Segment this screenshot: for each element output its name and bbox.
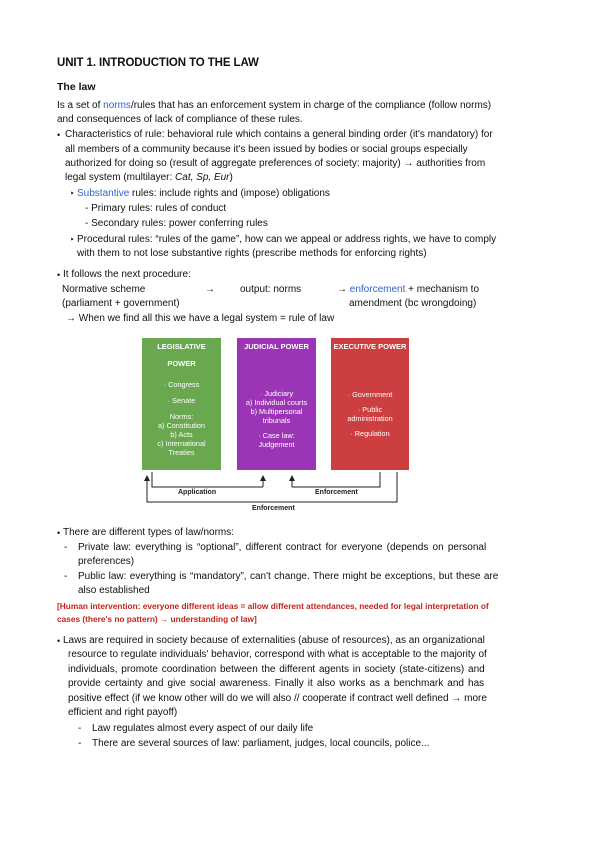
box-line: b) Acts [170,430,193,439]
characteristics-line-3: authorized for doing so (result of aggregate preferences of society: majority) → authorities from [65,158,486,169]
bullet-icon: • [57,130,61,140]
procedural-line-2: with them to not lose substantive rights (prescribe methods for enforcing rights) [77,248,427,259]
substantive-keyword: Substantive [77,188,130,199]
box-line: · Regulation [350,429,390,438]
section-heading: The law [57,81,96,93]
dash: - [64,571,68,582]
note-line-2: cases (there's no pattern) → understanding of law] [57,614,257,624]
public-law-line-1: Public law: everything is “mandatory”, can't change. There might be exceptions, but these are [78,571,499,582]
public-law-line-2: also established [78,585,150,596]
parliament-government: (parliament + government) [62,298,180,309]
bullet-icon: • [57,270,61,280]
box-line: tribunals [262,416,291,425]
output-norms: output: norms [240,284,302,295]
executive-power-header: EXECUTIVE POWER [333,342,407,351]
intro-line-1: Is a set of norms/rules that has an enforcement system in charge of the compliance (follow norms) [57,100,492,111]
enforcement-arrow [292,472,380,487]
types-heading: There are different types of law/norms: [63,527,235,538]
procedure-conclusion: → When we find all this we have a legal system = rule of law [66,313,335,324]
judicial-power-header: JUDICIAL POWER [244,342,309,351]
laws-sub-1: Law regulates almost every aspect of our daily life [92,723,314,734]
box-line: Treaties [168,448,195,457]
normative-scheme: Normative scheme [62,284,146,295]
dash: - [64,542,68,553]
page-title: UNIT 1. INTRODUCTION TO THE LAW [57,57,259,69]
laws-line-6: efficient and right payoff) [68,707,178,718]
laws-line-2: resource to regulate individuals' behavior, correspond with what is acceptable to the majority of [68,649,487,660]
box-line: · Government [347,390,393,399]
procedure-heading: It follows the next procedure: [63,269,191,280]
amendment: amendment (bc wrongdoing) [349,298,477,309]
legislative-power-header: LEGISLATIVE POWER [157,342,206,368]
box-line: a) Constitution [157,421,206,430]
laws-line-1: Laws are required in society because of externalities (abuse of resources), as an organizational [63,635,485,646]
private-law-line-2: preferences) [78,556,135,567]
characteristics-line-4: legal system (multilayer: Cat, Sp, Eur) [65,172,233,183]
box-line: administration [347,414,393,423]
enforcement-line: → enforcement + mechanism to [337,284,480,295]
characteristics-line-1: Characteristics of rule: behavioral rule which contains a general binding order (it's mandatory) for [65,129,493,140]
private-law-line-1: Private law: everything is “optional”, different contract for everyone (depends on personal [78,542,487,553]
small-bullet-icon: ‣ [70,235,75,244]
note-line-1: [Human intervention: everyone different ideas = allow different attendances, needed for legal interpretation of [57,601,489,611]
laws-sub-2: There are several sources of law: parliament, judges, local councils, police... [92,738,430,749]
enforcement-bottom-label: Enforcement [252,505,295,512]
arrow-1: → [205,284,215,295]
characteristics-line-2: all members of a community because it's been issued by bodies or social groups especially [65,144,468,155]
laws-line-5: positive effect (if we know other will do we will also // cooperate if contract well defined → more [68,693,487,704]
laws-line-4: provide certainty and give social awareness. Finally it also works as a benchmark and has [68,678,485,689]
box-line: Norms: [169,412,194,421]
box-line: Judgement [258,440,295,449]
application-arrow [152,472,263,487]
box-line: · Senate [167,396,196,405]
substantive-line: Substantive rules: include rights and (impose) obligations [77,188,330,199]
enforcement-keyword: enforcement [349,284,406,295]
box-line: a) Individual courts [245,398,308,407]
application-label: Application [178,489,217,496]
enforcement-label: Enforcement [315,489,358,496]
box-line: · Congress [163,380,200,389]
primary-rules: - Primary rules: rules of conduct [85,203,227,214]
norms-keyword: norms [103,100,131,111]
bullet-icon: • [57,636,61,646]
box-line: · Public [357,405,383,414]
procedural-line-1: Procedural rules: “rules of the game”, how can we appeal or address rights, we have to comply [77,234,497,245]
laws-line-3: individuals, promote coordination between the different agents in society (state-citizens) and [68,664,485,675]
box-line: c) International [157,439,206,448]
small-bullet-icon: ‣ [70,189,75,198]
dash: - [78,738,82,749]
box-line: b) Multipersonal [250,407,303,416]
intro-line-2: and consequences of lack of compliance of these rules. [57,114,303,125]
secondary-rules: - Secondary rules: power conferring rules [85,218,268,229]
box-line: · Case law: [258,431,295,440]
bullet-icon: • [57,528,61,538]
dash: - [78,723,82,734]
box-line: · Judiciary [259,389,294,398]
